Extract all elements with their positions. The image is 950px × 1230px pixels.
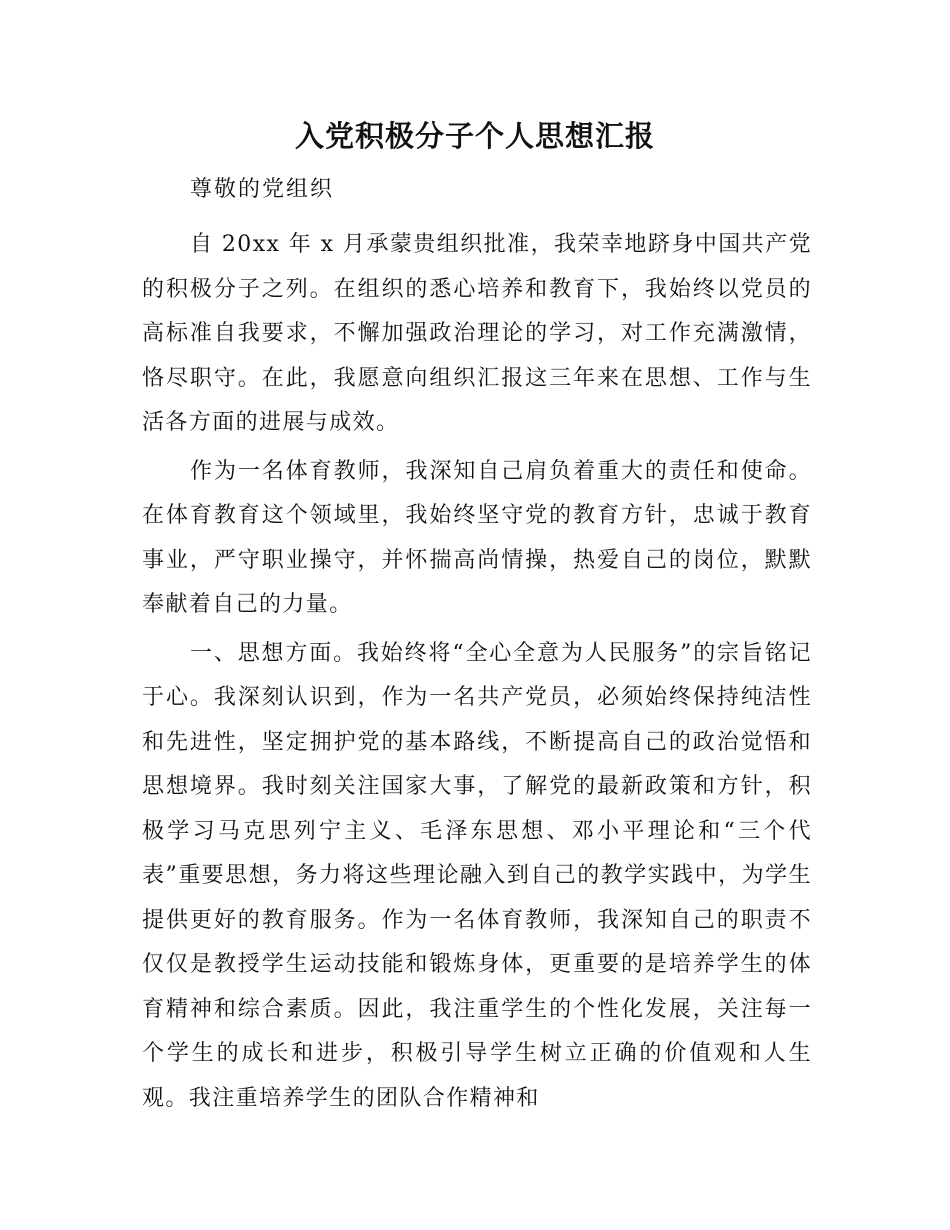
document-body bbox=[142, 223, 812, 1125]
salutation: 尊敬的党组织 bbox=[190, 177, 335, 202]
paragraph-thought: 一、思想方面。我始终将“全心全意为人民服务”的宗旨铭记于心。我深刻认识到，作为一名共产党员，必须始终保持纯洁性和先进性，坚定拥护党的基本路线，不断提高自己的政治觉悟和思想境界。我时刻关注国家大事，了解党的最新政策和方针，积极学习马克思列宁主义、毛泽东思想、邓小平理论和“三个代表”重要思想，务力将这些理论融入到自己的教学实践中，为学生提供更好的教育服务。作为一名体育教师，我深知自己的职责不仅仅是教授学生运动技能和锻炼身体，更重要的是培养学生的体育精神和综合素质。因此，我注重学生的个性化发展，关注每一个学生的成长和进步，积极引导学生树立正确的价值观和人生观。我注重培养学生的团队合作精神和 bbox=[142, 640, 812, 1111]
paragraph-intro: 自 20xx 年 x 月承蒙贵组织批准，我荣幸地跻身中国共产党的积极分子之列。在组织的悉心培养和教育下，我始终以党员的高标准自我要求，不懈加强政治理论的学习，对工作充满激情，恪尽职守。在此，我愿意向组织汇报这三年来在思想、工作与生活各方面的进展与成效。 bbox=[142, 232, 812, 435]
document-title: 入党积极分子个人思想汇报 bbox=[294, 119, 655, 153]
paragraph-role: 作为一名体育教师，我深知自己肩负着重大的责任和使命。在体育教育这个领域里，我始终坚守党的教育方针，忠诚于教育事业，严守职业操守，并怀揣高尚情操，热爱自己的岗位，默默奉献着自己的力量。 bbox=[142, 458, 812, 617]
